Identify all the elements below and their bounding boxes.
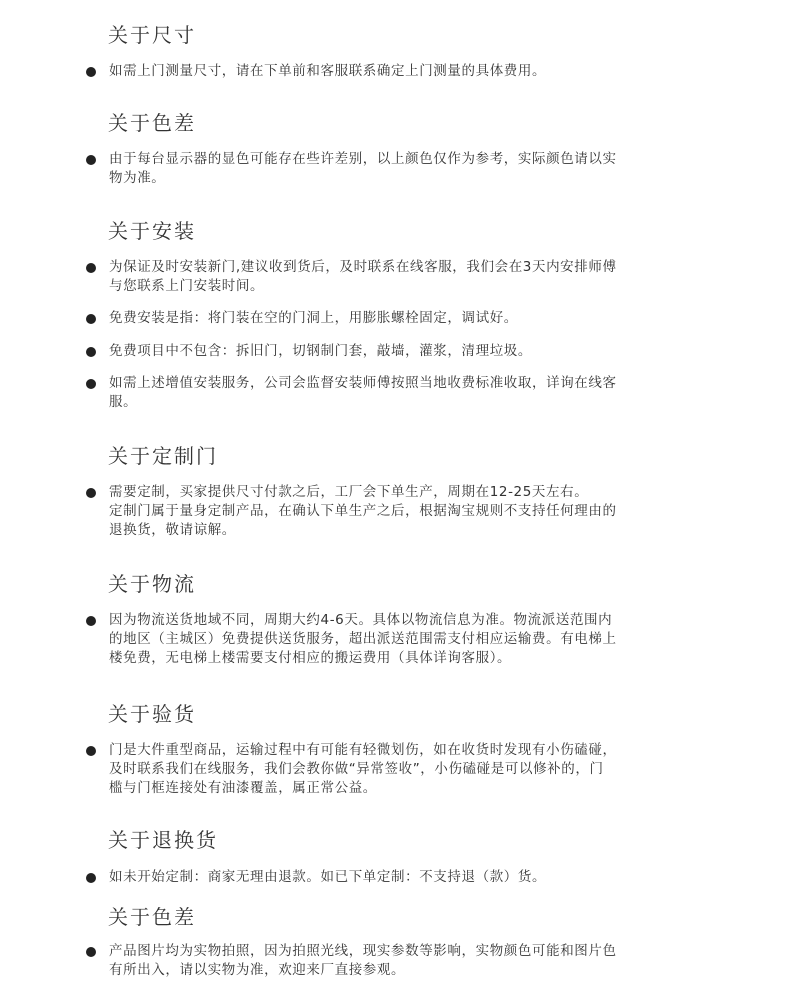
item-text: 如需上门测量尺寸，请在下单前和客服联系确定上门测量的具体费用。	[109, 63, 547, 79]
bullet-icon	[86, 873, 96, 883]
item-text: 如需上述增值安装服务，公司会监督安装师傅按照当地收费标准收取，详询在线客 服。	[109, 375, 617, 410]
bullet-icon	[86, 155, 96, 165]
bullet-icon	[86, 947, 96, 957]
section-title: 关于尺寸	[108, 23, 196, 47]
bullet-icon	[86, 379, 96, 389]
item-text: 需要定制，买家提供尺寸付款之后，工厂会下单生产，周期在12-25天左右。 定制门属于量身定制产品，在确认下单生产之后，根据淘宝规则不支持任何理由的 退换货，敬请谅解。	[109, 484, 617, 538]
section-title: 关于退换货	[108, 828, 218, 852]
item-text: 为保证及时安装新门,建议收到货后，及时联系在线客服，我们会在3天内安排师傅 与您联系上门安装时间。	[109, 259, 617, 294]
section-title: 关于色差	[108, 905, 196, 929]
bullet-icon	[86, 263, 96, 273]
item-text: 门是大件重型商品，运输过程中有可能有轻微划伤，如在收货时发现有小伤磕碰， 及时联系我们在线服务，我们会教你做“异常签收”，小伤磕碰是可以修补的，门 槛与门框连接处有油漆覆盖，属正常公益。	[109, 742, 617, 796]
section-title: 关于安装	[108, 219, 196, 243]
item-text: 由于每台显示器的显色可能存在些许差别，以上颜色仅作为参考，实际颜色请以实 物为准。	[109, 151, 617, 186]
bullet-icon	[86, 616, 96, 626]
bullet-icon	[86, 746, 96, 756]
bullet-icon	[86, 347, 96, 357]
bullet-icon	[86, 488, 96, 498]
section-title: 关于验货	[108, 702, 196, 726]
section-title: 关于定制门	[108, 444, 218, 468]
item-text: 如未开始定制：商家无理由退款。如已下单定制：不支持退（款）货。	[109, 869, 547, 885]
item-text: 免费项目中不包含：拆旧门，切钢制门套，敲墙，灌浆，清理垃圾。	[109, 343, 532, 359]
item-text: 产品图片均为实物拍照，因为拍照光线，现实参数等影响，实物颜色可能和图片色 有所出入，请以实物为准，欢迎来厂直接参观。	[109, 943, 617, 978]
item-text: 免费安装是指：将门装在空的门洞上，用膨胀螺栓固定，调试好。	[109, 310, 518, 326]
section-title: 关于色差	[108, 111, 196, 135]
item-text: 因为物流送货地域不同，周期大约4-6天。具体以物流信息为准。物流派送范围内 的地区（主城区）免费提供送货服务，超出派送范围需支付相应运输费。有电梯上 楼免费，无电梯上楼需要支付相应的搬运费用（具体详询客服）。	[109, 612, 617, 666]
bullet-icon	[86, 314, 96, 324]
bullet-icon	[86, 67, 96, 77]
section-title: 关于物流	[108, 572, 196, 596]
